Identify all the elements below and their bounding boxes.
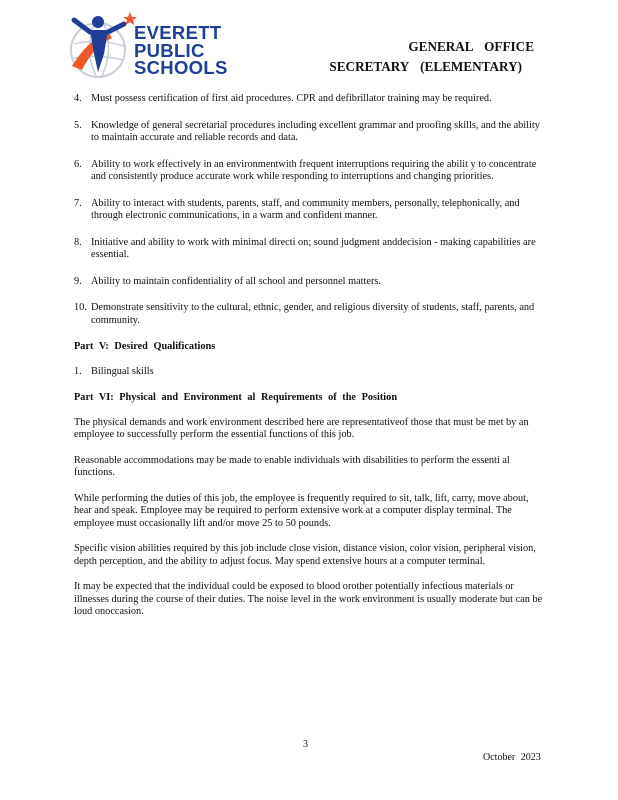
list-number: 1. [74, 365, 82, 377]
section-heading-part-5: Part V: Desired Qualifications [74, 341, 216, 352]
section-heading-part-6: Part VI: Physical and Environment al Requirements of the Position [74, 392, 398, 403]
list-text: Ability to maintain confidentiality of all school and personnel matters. [91, 275, 381, 287]
footer-date: October 2023 [483, 752, 541, 763]
qualification-item [74, 366, 544, 379]
paragraph: It may be expected that the individual could be exposed to blood orother potentially infectious materials or illnesses during the course of their duties. The noise level in the work environment is usually moderate but can be loud onoccasion. [74, 581, 543, 617]
requirement-item [74, 237, 544, 262]
list-text: Ability to work effectively in an environmentwith frequent interruptions requiring the abilit y to concentrate and consistently produce accurate work while responding to interruptions and changing priorities. [91, 158, 537, 182]
title-line-1: GENERAL OFFICE [408, 39, 534, 54]
document-body [74, 93, 544, 632]
list-text: Must possess certification of first aid procedures. CPR and defibrillator training may be required. [91, 93, 492, 104]
logo-line-2: PUBLIC [134, 39, 205, 61]
requirement-item [74, 198, 544, 223]
logo-wordmark [134, 24, 228, 77]
person-with-star-globe-icon [68, 10, 138, 82]
paragraph: While performing the duties of this job, the employee is frequently required to sit, talk, lift, carry, move about, hear and speak. Employee may be required to perform extensive work at a computer display terminal. The employee must occasionally lift and/or move 25 to 50 pounds. [74, 492, 529, 529]
list-number: 9. [74, 275, 82, 287]
district-logo [68, 10, 248, 82]
document-title [270, 37, 534, 77]
logo-line-3: SCHOOLS [134, 57, 228, 78]
requirement-item [74, 93, 544, 106]
list-number: 4. [74, 93, 82, 104]
list-text: Demonstrate sensitivity to the cultural, ethnic, gender, and religious diversity of students, staff, parents, and community. [91, 302, 535, 326]
list-number: 7. [74, 197, 82, 209]
requirement-item [74, 159, 544, 184]
list-text: Bilingual skills [91, 365, 154, 377]
list-text: Initiative and ability to work with minimal directi on; sound judgment anddecision - making capabilities are essential. [91, 236, 536, 260]
page-number: 3 [303, 739, 308, 750]
requirement-item [74, 302, 544, 327]
list-number: 6. [74, 158, 82, 170]
list-number: 10. [74, 302, 87, 313]
paragraph: The physical demands and work environment described here are representativeof those that must be met by an employee to successfully perform the essential functions of this job. [74, 416, 529, 440]
paragraph: Specific vision abilities required by this job include close vision, distance vision, color vision, peripheral vision, depth perception, and the ability to adjust focus. May spend extensive hours at a computer terminal. [74, 543, 536, 567]
requirement-item [74, 120, 544, 145]
list-text: Ability to interact with students, parents, staff, and community members, personally, telephonically, and through electronic communications, in a warm and confident manner. [91, 197, 520, 221]
title-line-2: SECRETARY (ELEMENTARY) [329, 59, 522, 74]
logo-line-1: EVERETT [134, 22, 222, 43]
list-number: 5. [74, 119, 82, 131]
list-text: Knowledge of general secretarial procedures including excellent grammar and proofing skills, and the ability to maintain accurate and reliable records and data. [91, 119, 540, 143]
paragraph: Reasonable accommodations may be made to enable individuals with disabilities to perform the essenti al functions. [74, 454, 510, 478]
list-number: 8. [74, 236, 82, 248]
requirement-item [74, 276, 544, 289]
